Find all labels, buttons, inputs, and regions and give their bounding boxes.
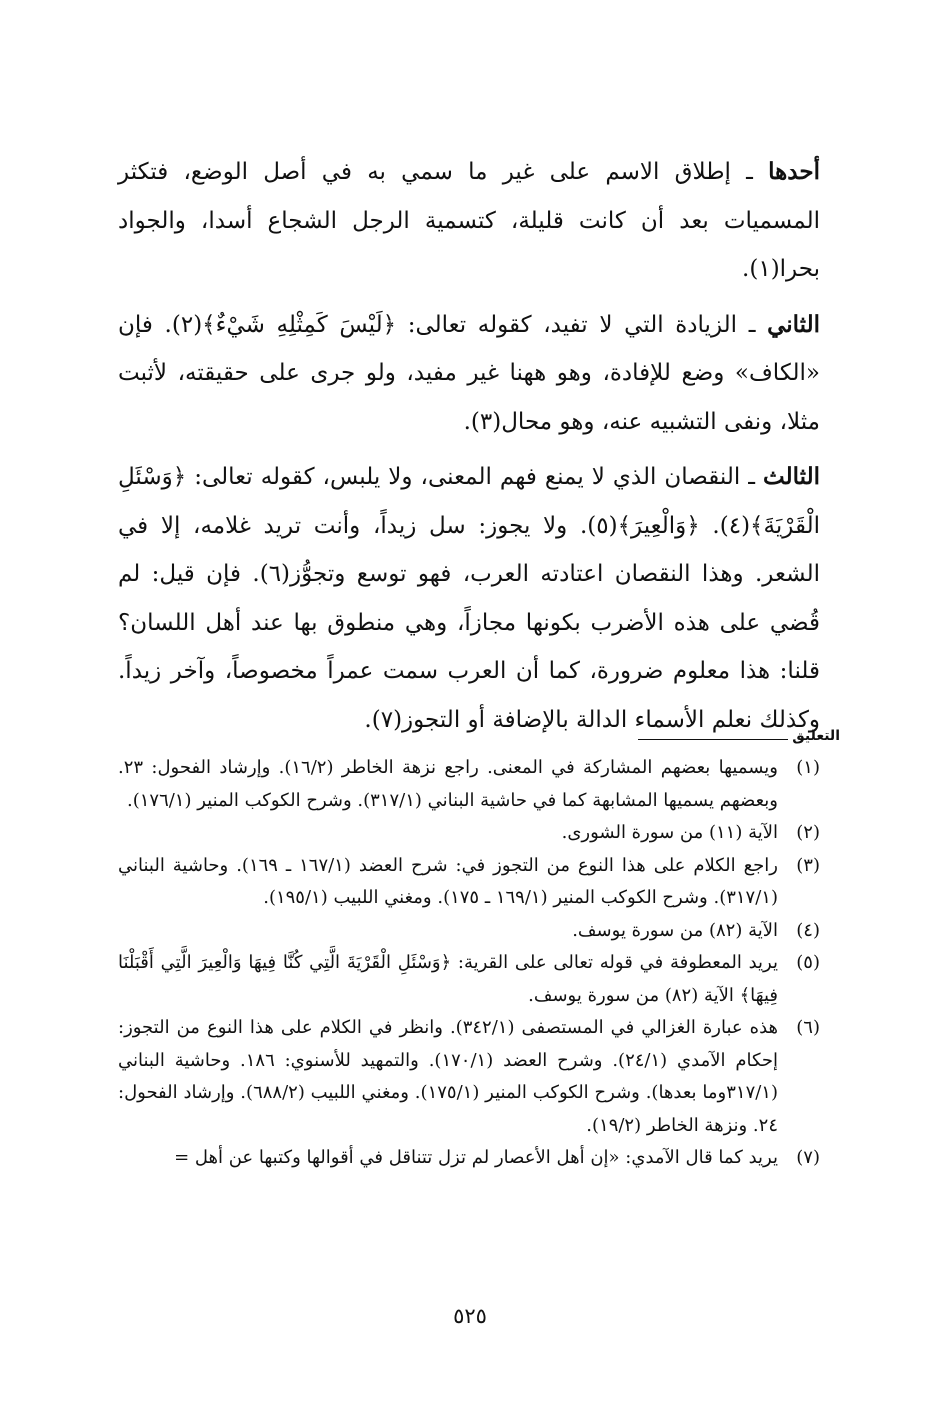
footnote-item (118, 850, 820, 915)
main-text (118, 148, 820, 744)
paragraph-lead: أحدها (768, 158, 820, 185)
footnote-text: الآية (٨٢) من سورة يوسف. (572, 919, 778, 941)
paragraph-body: ـ الزيادة التي لا تفيد، كقوله تعالى: ﴿لَيْسَ كَمِثْلِهِ شَيْءٌ﴾(٢). فإن «الكاف» وضع للإفادة، وهو ههنا غير مفيد، ولو جرى على حقيقته، لأثبت مثلا، ونفى التشبيه عنه، وهو محال(٣). (118, 311, 820, 435)
footnote-item (118, 752, 820, 817)
footnote-number: (٣) (796, 854, 820, 876)
footnote-number: (١) (796, 757, 820, 778)
paragraph-first (118, 148, 820, 294)
footnote-item (118, 1142, 820, 1175)
footnote-text: يريد كما قال الآمدي: «إن أهل الأعصار لم تزل تتناقل في أقوالها وكتبها عن أهل = (174, 1147, 778, 1168)
footnote-number: (٦) (796, 1017, 820, 1038)
paragraph-third (118, 453, 820, 744)
separator-line (638, 739, 788, 740)
footnote-text: ويسميها بعضهم المشاركة في المعنى. راجع نزهة الخاطر (١٦/٢). وإرشاد الفحول: ٢٣. وبعضهم يسميها المشابهة كما في حاشية البناني (٣١٧/١). وشرح الكوكب المنير (١٧٦/١). (118, 757, 778, 811)
footnote-item (118, 817, 820, 850)
footnote-text: يريد المعطوفة في قوله تعالى على القرية: ﴿وَسْئَلِ الْقَرْيَةَ الَّتِي كُنَّا فِيهَا وَالْعِيرَ الَّتِي أَقْبَلْنَا فِيهَا﴾ الآية (٨٢) من سورة يوسف. (118, 952, 778, 1006)
footnote-item (118, 947, 820, 1012)
footnote-number: (٧) (796, 1147, 820, 1168)
page-number: ٥٢٥ (453, 1304, 487, 1328)
footnote-text: الآية (١١) من سورة الشورى. (561, 822, 778, 843)
footnote-number: (٥) (796, 952, 820, 973)
paragraph-body: ـ إطلاق الاسم على غير ما سمي به في أصل الوضع، فتكثر المسميات بعد أن كانت قليلة، كتسمية الرجل الشجاع أسدا، والجواد بحرا(١). (118, 159, 820, 282)
footnote-text: راجع الكلام على هذا النوع من التجوز في: شرح العضد (١٦٧/١ ـ ١٦٩). وحاشية البناني (٣١٧/١). وشرح الكوكب المنير (١٦٩/١ ـ ١٧٥). ومغني اللبيب (١٩٥/١). (118, 854, 778, 908)
paragraph-body: ـ النقصان الذي لا يمنع فهم المعنى، ولا يلبس، كقوله تعالى: ﴿وَسْئَلِ الْقَرْيَةَ﴾(٤). ﴿وَالْعِيرَ﴾(٥). ولا يجوز: سل زيداً، وأنت تريد غلامه، إلا في الشعر. وهذا النقصان اعتادته العرب، فهو توسع وتجوُّز(٦). فإن قيل: لم قُضي على هذه الأضرب بكونها مجازاً، وهي منطوق بها عند أهل اللسان؟ قلنا: هذا معلوم ضرورة، كما أن العرب سمت عمراً مخصوصاً، وآخر زيداً. وكذلك نعلم الأسماء الدالة بالإضافة أو التجوز(٧). (118, 464, 821, 733)
paragraph-lead: الثاني (767, 310, 820, 338)
notes-separator (118, 728, 840, 750)
footnote-number: (٢) (796, 822, 820, 843)
footnote-text: هذه عبارة الغزالي في المستصفى (٣٤٢/١). وانظر في الكلام على هذا النوع من التجوز: إحكام الآمدي (٢٤/١). وشرح العضد (١٧٠/١). والتمهيد للأسنوي: ١٨٦. وحاشية البناني (٣١٧/١وما بعدها). وشرح الكوكب المنير (١٧٥/١). ومغني اللبيب (٦٨٨/٢). وإرشاد الفحول: ٢٤. ونزهة الخاطر (١٩/٢). (118, 1017, 779, 1136)
paragraph-second (118, 301, 820, 447)
footnote-number: (٤) (796, 919, 820, 941)
paragraph-lead: الثالث (763, 463, 820, 490)
footnote-item (118, 1012, 820, 1142)
footnotes (118, 752, 820, 1175)
notes-label: التعليق (792, 728, 840, 744)
footnote-item (118, 915, 820, 948)
